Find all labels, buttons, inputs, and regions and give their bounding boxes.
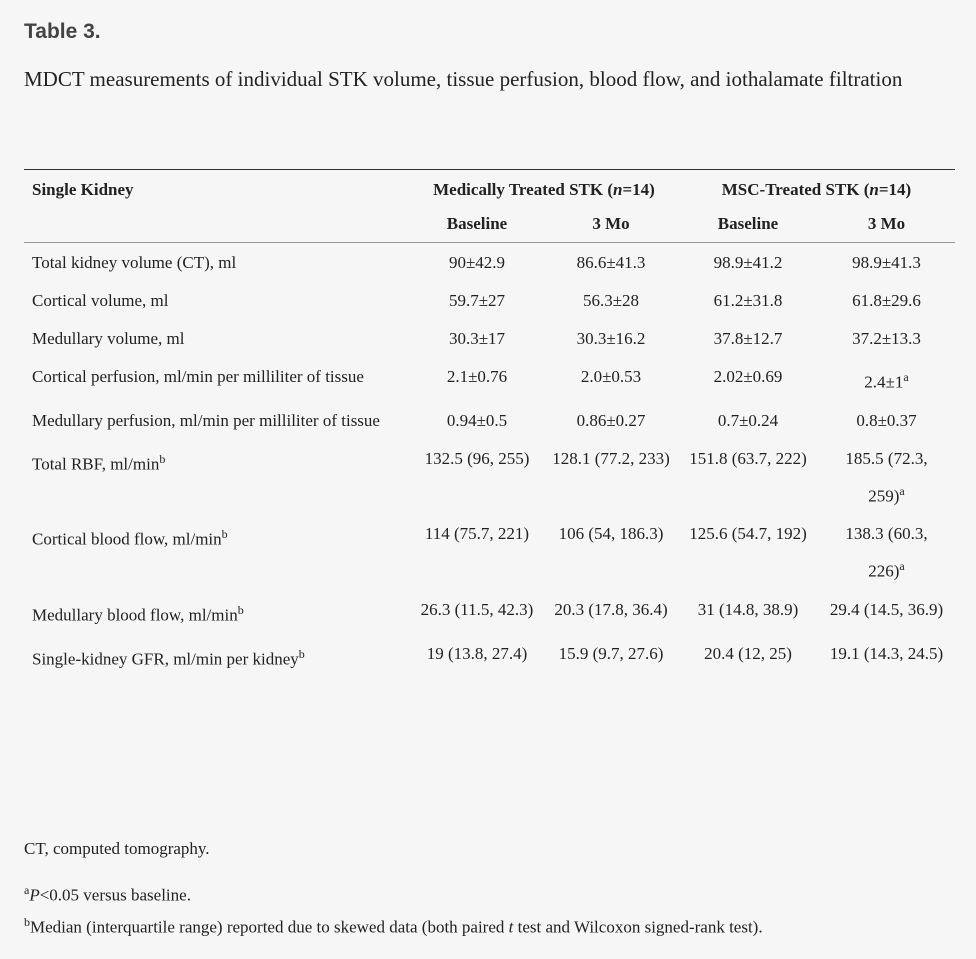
row-label-footnote-mark: b: [221, 527, 228, 542]
value-text: 98.9±41.2: [713, 253, 783, 272]
value-cell: [678, 320, 818, 358]
value-text: 128.1 (77.2, 233): [552, 448, 670, 468]
value-cell: [818, 320, 955, 358]
value-text: 132.5 (96, 255): [424, 448, 530, 468]
footnote-b-mark: b: [24, 914, 30, 929]
row-label-text: Cortical blood flow, ml/min: [32, 529, 222, 549]
value-cell: [544, 635, 678, 679]
value-text: 90±42.9: [448, 253, 506, 272]
value-cell: [678, 282, 818, 320]
value-text: 0.8±0.37: [856, 410, 917, 430]
footnote-a-text: <0.05 versus baseline.: [39, 885, 191, 905]
table-row: [24, 358, 955, 402]
value-footnote-mark: a: [899, 483, 905, 498]
row-label-text: Total kidney volume (CT), ml: [32, 253, 237, 272]
value-cell: [410, 635, 544, 679]
row-label: [24, 358, 410, 402]
value-text: 125.6 (54.7, 192): [689, 524, 807, 544]
row-label-footnote-mark: b: [237, 602, 244, 617]
footnote-ct: CT, computed tomography.: [24, 839, 210, 858]
table-row: [24, 591, 955, 635]
value-cell: [544, 402, 678, 440]
value-text: 2.4±1: [864, 372, 904, 392]
value-cell: [818, 402, 955, 440]
value-text: 59.7±27: [448, 291, 506, 310]
value-cell: [544, 282, 678, 320]
value-text: 2.0±0.53: [580, 367, 642, 386]
subcol-header: 3 Mo: [867, 214, 906, 233]
header-row-subcols: [24, 206, 955, 243]
table-label: Table 3.: [24, 20, 101, 43]
value-cell: [818, 440, 955, 516]
table-row: [24, 243, 955, 283]
value-cell: [818, 635, 955, 679]
value-cell: [544, 243, 678, 283]
value-text: 20.4 (12, 25): [704, 643, 792, 663]
value-cell: [410, 591, 544, 635]
value-cell: [818, 282, 955, 320]
row-label: [24, 282, 410, 320]
value-text: 61.2±31.8: [713, 291, 783, 310]
value-cell: [818, 243, 955, 283]
footnote-b-text-2: test and Wilcoxon signed-rank test).: [513, 917, 763, 937]
row-label: [24, 515, 410, 591]
row-label-text: Single-kidney GFR, ml/min per kidney: [32, 649, 299, 669]
footnote-b-t: t: [508, 917, 514, 937]
value-cell: [410, 440, 544, 516]
value-cell: [678, 440, 818, 516]
value-cell: [818, 358, 955, 402]
value-text: 138.3 (60.3, 226): [845, 524, 928, 581]
value-text: 151.8 (63.7, 222): [689, 448, 807, 468]
value-cell: [544, 320, 678, 358]
value-cell: [678, 358, 818, 402]
value-text: 15.9 (9.7, 27.6): [558, 643, 664, 663]
table-body: [24, 243, 955, 679]
value-text: 0.86±0.27: [576, 410, 646, 430]
value-text: 114 (75.7, 221): [424, 524, 530, 544]
value-text: 29.4 (14.5, 36.9): [829, 599, 944, 619]
table-row: [24, 282, 955, 320]
table-row: [24, 515, 955, 591]
value-cell: [544, 358, 678, 402]
subcol-header: Baseline: [717, 214, 779, 233]
value-text: 37.8±12.7: [713, 329, 783, 348]
value-cell: [678, 515, 818, 591]
value-cell: [410, 243, 544, 283]
row-label-header: Single Kidney: [32, 180, 134, 199]
value-text: 0.94±0.5: [446, 410, 508, 430]
table-row: [24, 402, 955, 440]
data-table: [24, 169, 955, 678]
row-label-text: Medullary blood flow, ml/min: [32, 605, 238, 625]
value-cell: [410, 320, 544, 358]
value-text: 106 (54, 186.3): [558, 524, 664, 544]
row-label: [24, 635, 410, 679]
row-label: [24, 402, 410, 440]
row-label: [24, 440, 410, 516]
empty-header-cell: [24, 206, 410, 243]
value-cell: [410, 515, 544, 591]
value-text: 37.2±13.3: [852, 329, 921, 348]
row-label-text: Cortical volume, ml: [32, 291, 169, 310]
subcol-header: 3 Mo: [592, 214, 630, 233]
table-row: [24, 440, 955, 516]
value-text: 2.1±0.76: [446, 367, 508, 386]
row-label-text: Medullary volume, ml: [32, 329, 185, 348]
value-cell: [678, 243, 818, 283]
value-cell: [410, 358, 544, 402]
value-text: 0.7±0.24: [717, 410, 779, 430]
row-label-text: Total RBF, ml/min: [32, 454, 160, 474]
value-cell: [544, 440, 678, 516]
table-row: [24, 320, 955, 358]
footnote-b: [24, 909, 954, 941]
value-cell: [818, 591, 955, 635]
footnote-a: [24, 877, 954, 909]
value-cell: [678, 402, 818, 440]
value-text: 20.3 (17.8, 36.4): [554, 599, 668, 619]
value-text: 98.9±41.3: [852, 253, 921, 272]
footnote-b-text-1: Median (interquartile range) reported due to skewed data (both paired: [30, 917, 509, 937]
value-cell: [678, 591, 818, 635]
group-header-medical: [410, 170, 678, 207]
value-cell: [544, 591, 678, 635]
row-label-text: Medullary perfusion, ml/min per milliliter of tissue: [32, 410, 380, 430]
value-cell: [544, 515, 678, 591]
table-row: [24, 635, 955, 679]
group-header-msc: [678, 170, 955, 207]
row-label: [24, 320, 410, 358]
row-label: [24, 591, 410, 635]
footnote-a-p: P: [29, 885, 40, 905]
value-text: 30.3±17: [448, 329, 506, 348]
value-text: 2.02±0.69: [713, 367, 783, 386]
value-text: 30.3±16.2: [576, 329, 646, 348]
footnote-a-mark: a: [24, 883, 30, 897]
value-text: 26.3 (11.5, 42.3): [420, 599, 534, 619]
table-caption: MDCT measurements of individual STK volume, tissue perfusion, blood flow, and iothalamate filtration: [24, 67, 903, 91]
value-text: 31 (14.8, 38.9): [697, 599, 799, 619]
value-text: 56.3±28: [582, 291, 640, 310]
value-footnote-mark: a: [899, 559, 905, 574]
row-label-footnote-mark: b: [298, 646, 305, 661]
value-text: 61.8±29.6: [852, 291, 921, 310]
value-text: 86.6±41.3: [576, 253, 646, 272]
value-text: 19.1 (14.3, 24.5): [829, 643, 944, 663]
value-cell: [410, 402, 544, 440]
row-label: [24, 243, 410, 283]
value-cell: [818, 515, 955, 591]
value-cell: [410, 282, 544, 320]
subcol-header: Baseline: [446, 214, 508, 233]
value-cell: [678, 635, 818, 679]
row-label-text: Cortical perfusion, ml/min per milliliter of tissue: [32, 367, 364, 386]
value-text: 185.5 (72.3, 259): [845, 448, 928, 506]
value-footnote-mark: a: [903, 370, 909, 384]
header-row-groups: [24, 170, 955, 207]
group-header-medical-text: Medically Treated STK (n=14): [433, 180, 655, 199]
value-text: 19 (13.8, 27.4): [426, 643, 528, 663]
row-label-footnote-mark: b: [159, 451, 166, 466]
footnotes: [24, 836, 954, 940]
group-header-msc-text: MSC-Treated STK (n=14): [721, 180, 912, 199]
